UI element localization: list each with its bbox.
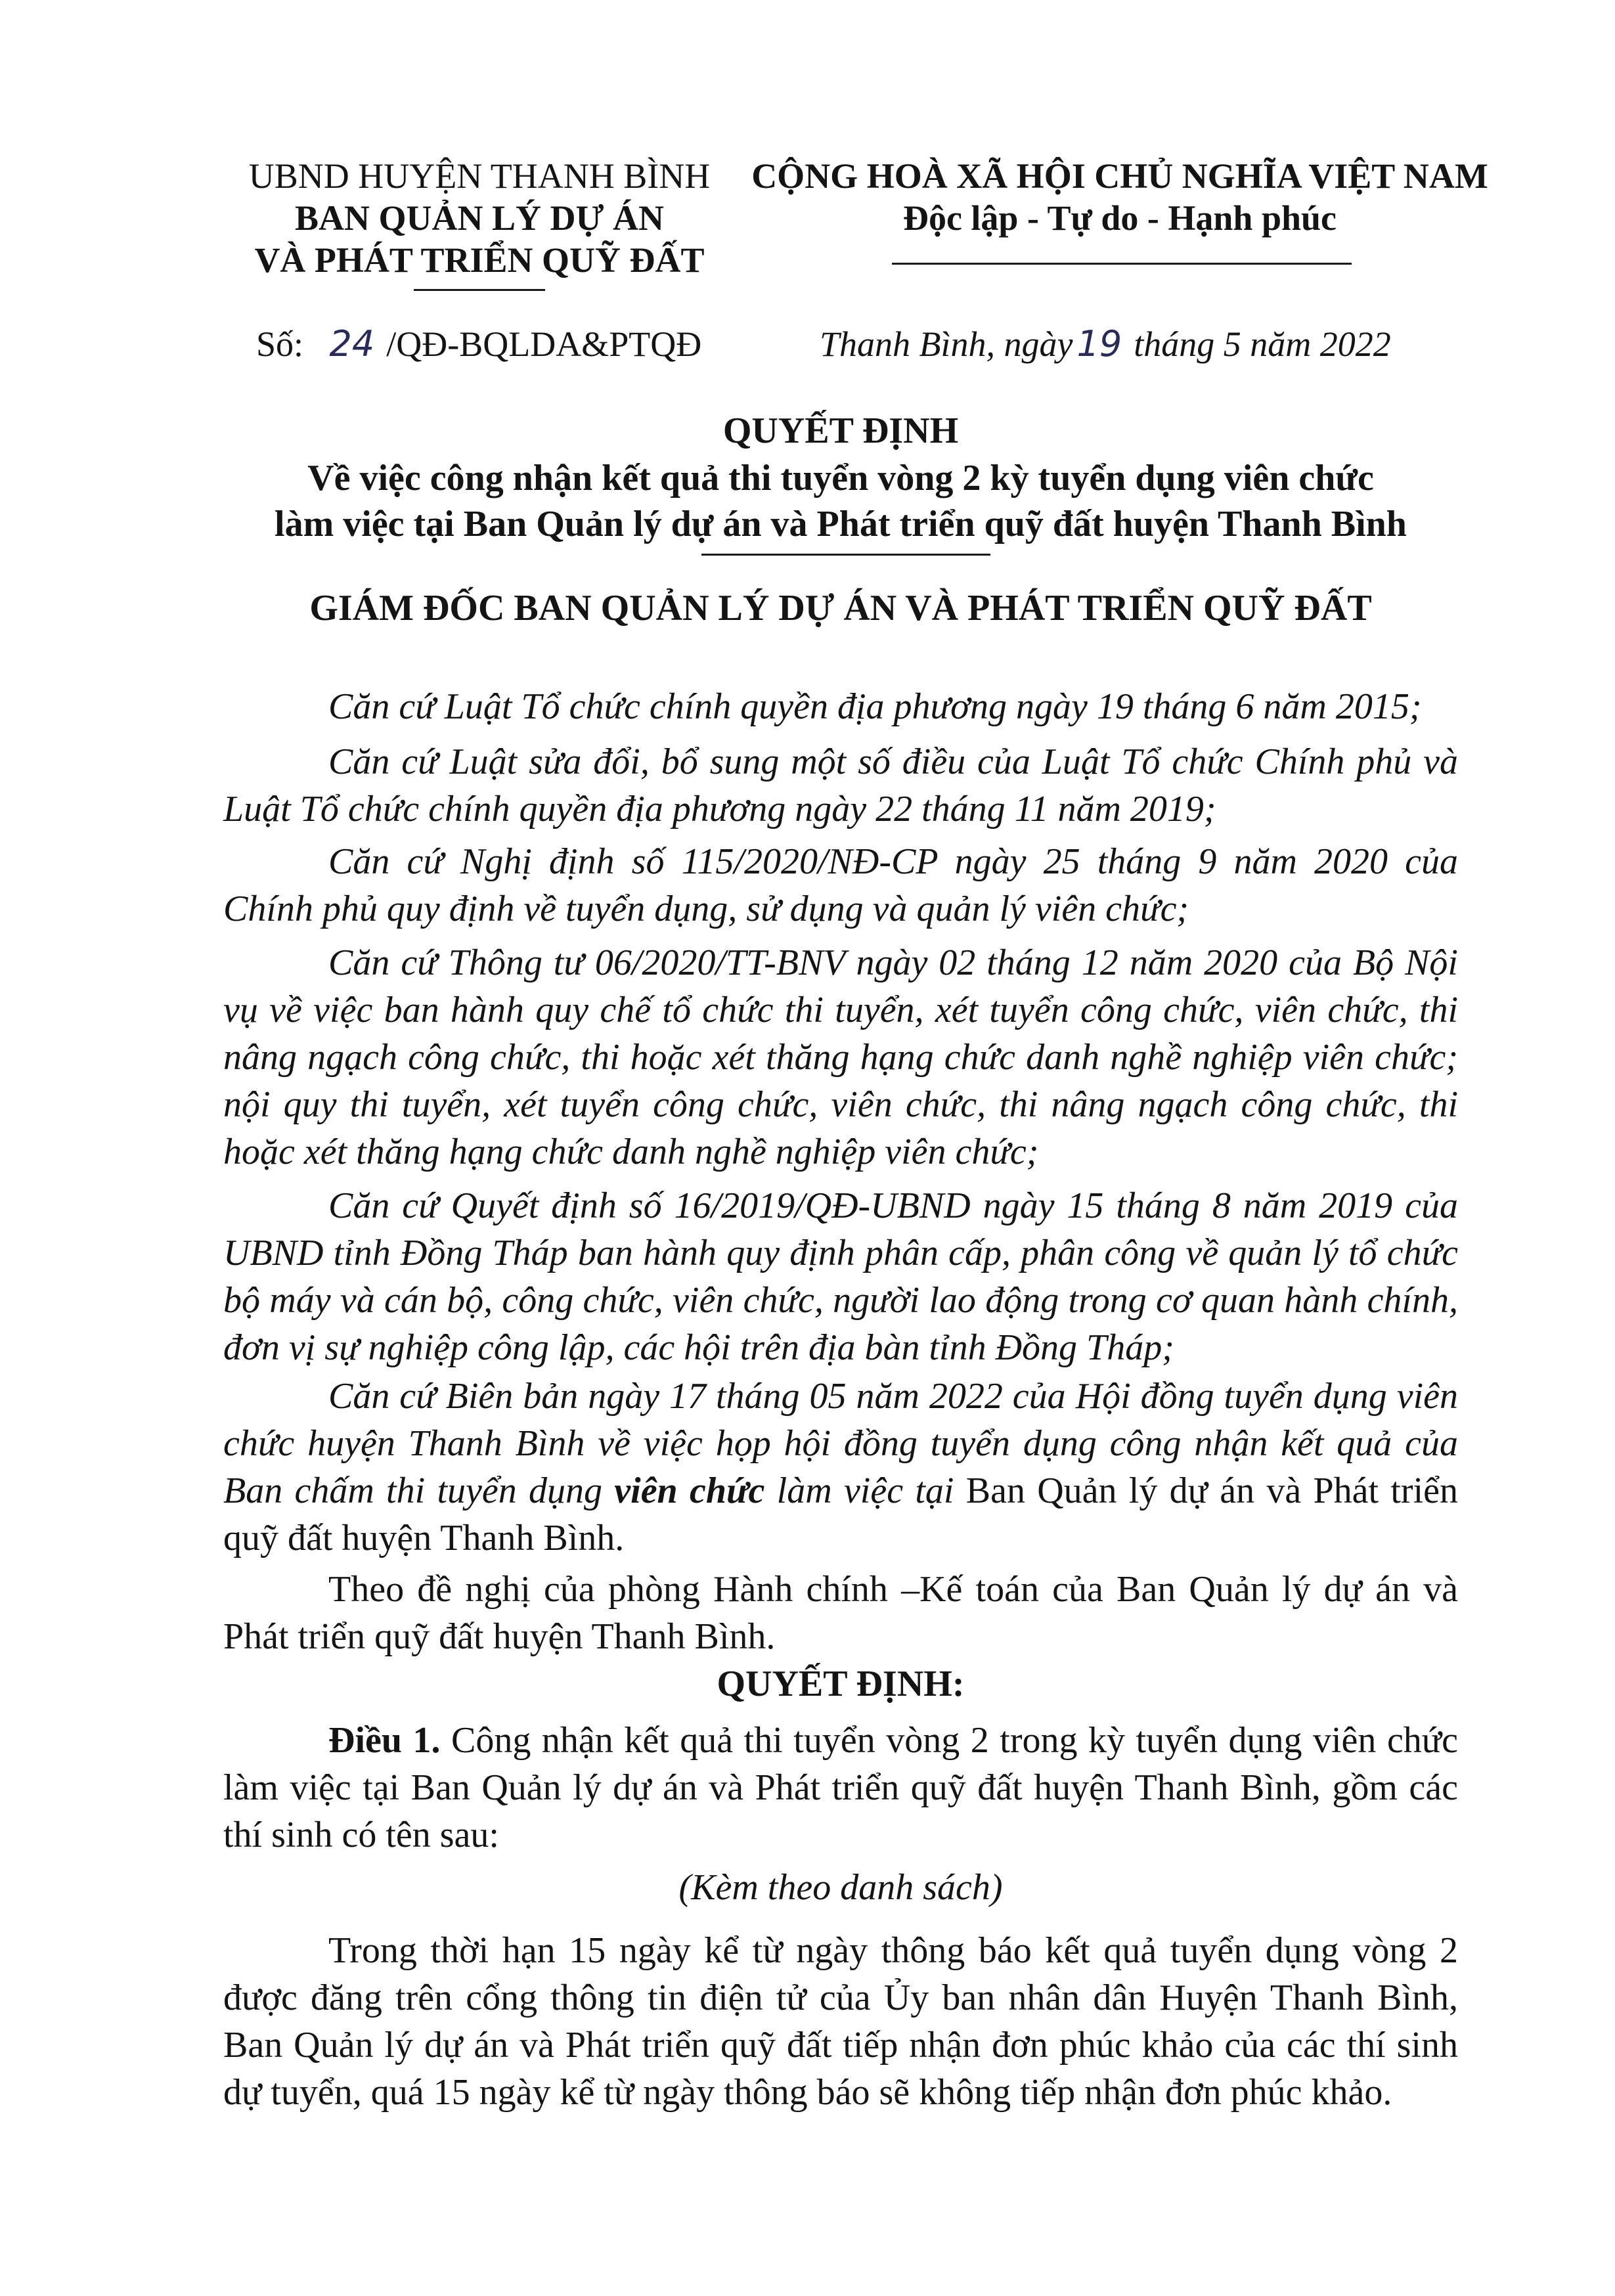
number-label: Số:	[256, 324, 304, 364]
parent-authority: UBND HUYỆN THANH BÌNH	[248, 156, 711, 196]
handwritten-day: 19	[1076, 323, 1122, 364]
attachment-note: (Kèm theo danh sách)	[678, 1867, 1003, 1908]
document-subject-line1: Về việc công nhận kết quả thi tuyển vòng 2 kỳ tuyển dụng viên chức	[307, 458, 1374, 498]
decision-authority: GIÁM ĐỐC BAN QUẢN LÝ DỰ ÁN VÀ PHÁT TRIỂN QUỸ ĐẤT	[309, 588, 1372, 629]
legal-basis-2: Căn cứ Luật sửa đổi, bổ sung một số điều của Luật Tổ chức Chính phủ và Luật Tổ chức chính quyền địa phương ngày 22 tháng 11 năm 2019;	[223, 741, 1458, 829]
proposal-paragraph: Theo đề nghị của phòng Hành chính –Kế toán của Ban Quản lý dự án và Phát triển quỹ đất huyện Thanh Bình.	[223, 1569, 1458, 1657]
legal-basis-1: Căn cứ Luật Tổ chức chính quyền địa phương ngày 19 tháng 6 năm 2015;	[328, 686, 1422, 727]
national-header	[742, 155, 1497, 239]
title-rule	[701, 554, 990, 556]
issuing-authority	[236, 155, 722, 281]
basis-minutes-connector: làm việc tại	[764, 1470, 966, 1511]
basis-minutes-agency: Ban Quản lý dự án và Phát triển quỹ đất huyện Thanh Bình.	[223, 1470, 1458, 1558]
document-code: /QĐ-BQLDA&PTQĐ	[386, 324, 702, 364]
country-name: CỘNG HOÀ XÃ HỘI CHỦ NGHĨA VIỆT NAM	[751, 156, 1488, 196]
document-number	[256, 323, 729, 365]
right-header-rule	[892, 263, 1352, 265]
basis-minutes-bold: viên chức	[614, 1470, 765, 1511]
basis-minutes-text: Căn cứ Biên bản ngày 17 tháng 05 năm 2022 của Hội đồng tuyển dụng viên chức huyện Thanh Bình về việc họp hội đồng tuyển dụng công nhận kết quả của Ban chấm thi tuyển dụng	[223, 1376, 1458, 1511]
agency-name-line1: BAN QUẢN LÝ DỰ ÁN	[295, 198, 664, 238]
document-subject-line2: làm việc tại Ban Quản lý dự án và Phát triển quỹ đất huyện Thanh Bình	[275, 504, 1407, 544]
document-date	[820, 323, 1503, 365]
national-motto: Độc lập - Tự do - Hạnh phúc	[902, 198, 1337, 238]
article-1-text: Công nhận kết quả thi tuyển vòng 2 trong kỳ tuyển dụng viên chức làm việc tại Ban Quản lý dự án và Phát triển quỹ đất huyện Thanh Bình, gồm các thí sinh có tên sau:	[223, 1720, 1459, 1855]
legal-basis-5: Căn cứ Quyết định số 16/2019/QĐ-UBND ngày 15 tháng 8 năm 2019 của UBND tỉnh Đồng Tháp ban hành quy định phân cấp, phân công về quản lý tổ chức bộ máy và cán bộ, công chức, viên chức, người lao động trong cơ quan hành chính, đơn vị sự nghiệp công lập, các hội trên địa bàn tỉnh Đồng Tháp;	[223, 1185, 1458, 1368]
date-prefix: Thanh Bình, ngày	[820, 324, 1073, 364]
legal-basis-3: Căn cứ Nghị định số 115/2020/NĐ-CP ngày 25 tháng 9 năm 2020 của Chính phủ quy định về tuyển dụng, sử dụng và quản lý viên chức;	[223, 841, 1458, 929]
legal-basis-4: Căn cứ Thông tư 06/2020/TT-BNV ngày 02 tháng 12 năm 2020 của Bộ Nội vụ về việc ban hành quy chế tổ chức thi tuyển, xét tuyển công chức, viên chức, thi nâng ngạch công chức, thi hoặc xét thăng hạng chức danh nghề nghiệp viên chức; nội quy thi tuyển, xét tuyển công chức, viên chức, thi nâng ngạch công chức, thi hoặc xét thăng hạng chức danh nghề nghiệp viên chức;	[223, 942, 1458, 1172]
decision-heading: QUYẾT ĐỊNH:	[717, 1664, 965, 1704]
article-1-label: Điều 1.	[328, 1720, 441, 1761]
left-header-rule	[414, 289, 545, 291]
date-suffix: tháng 5 năm 2022	[1134, 324, 1391, 364]
handwritten-number: 24	[329, 323, 375, 364]
legal-basis-6	[223, 1373, 1458, 1562]
document-title: QUYẾT ĐỊNH	[722, 410, 959, 451]
agency-name-line2: VÀ PHÁT TRIỂN QUỸ ĐẤT	[254, 240, 705, 280]
article-1	[223, 1717, 1458, 1859]
review-paragraph: Trong thời hạn 15 ngày kể từ ngày thông báo kết quả tuyển dụng vòng 2 được đăng trên cổng thông tin điện tử của Ủy ban nhân dân Huyện Thanh Bình, Ban Quản lý dự án và Phát triển quỹ đất tiếp nhận đơn phúc khảo của các thí sinh dự tuyển, quá 15 ngày kể từ ngày thông báo sẽ không tiếp nhận đơn phúc khảo.	[223, 1930, 1458, 2113]
